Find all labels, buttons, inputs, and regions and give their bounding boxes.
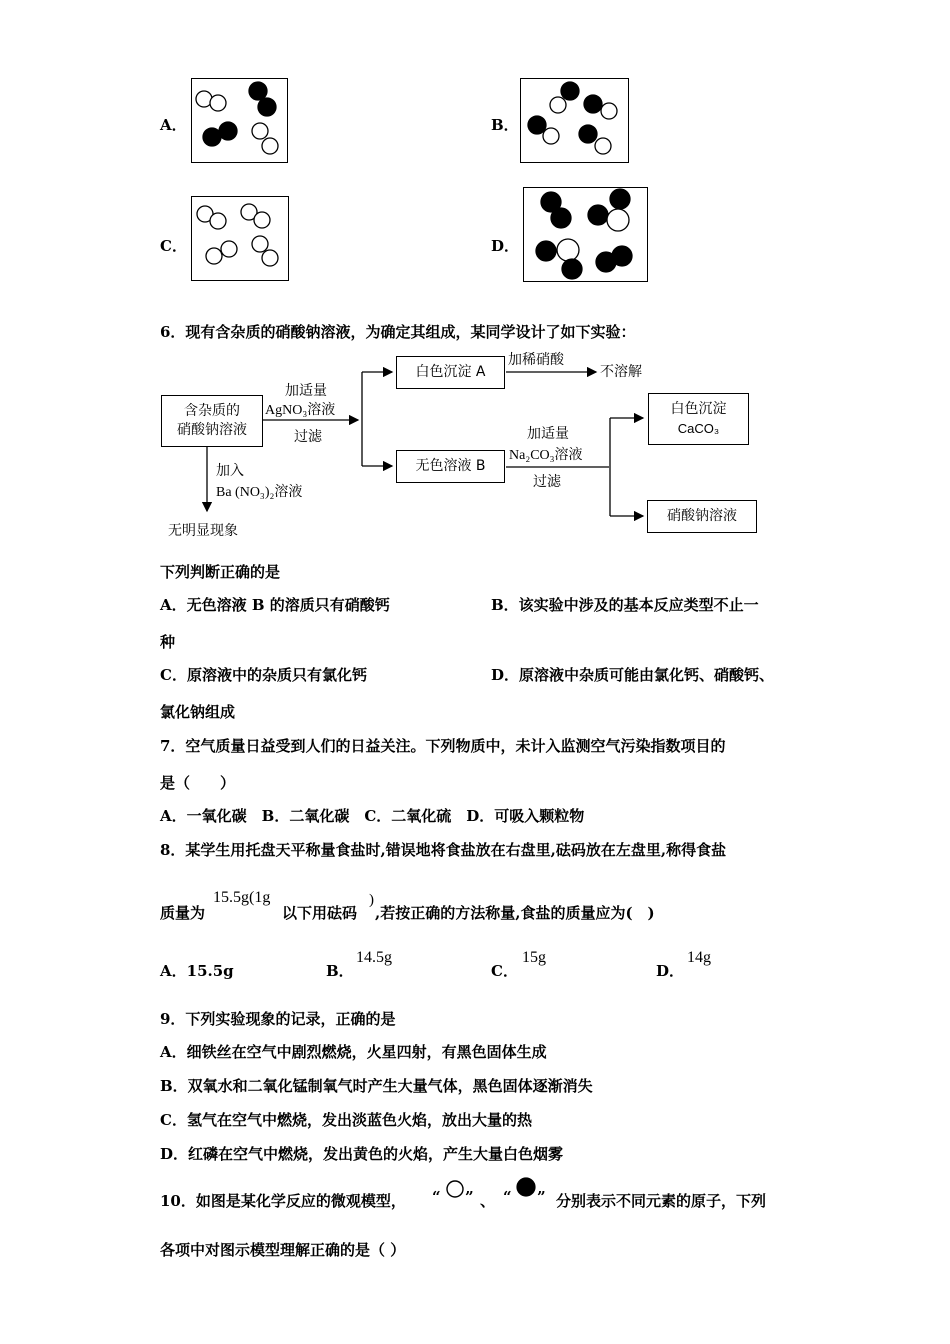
flow-step2-reagent: Na₂CO₃溶液 <box>509 448 583 463</box>
q9-option-b[interactable]: B．双氧水和二氧化锰制氧气时产生大量气体，黑色固体逐渐消失 <box>160 1077 593 1095</box>
q6-option-b[interactable]: B．该实验中涉及的基本反应类型不止一 <box>491 596 759 614</box>
q6-option-b-cont: 种 <box>160 633 176 651</box>
q9-option-a[interactable]: A．细铁丝在空气中剧烈燃烧，火星四射，有黑色固体生成 <box>160 1043 547 1061</box>
flow-box-c-line1: 白色沉淀 <box>670 401 727 417</box>
white-atom-icon <box>447 1181 463 1197</box>
flow-down-label2: Ba (NO₃)₂溶液 <box>216 485 303 500</box>
flow-step1-reagent: AgNO₃溶液 <box>265 403 336 418</box>
q6-option-d-cont: 氯化钠组成 <box>160 703 236 721</box>
q8-option-b-label[interactable]: B． <box>326 962 354 980</box>
option-c-label: C． <box>160 237 187 255</box>
q6-stem: 6．现有含杂质的硝酸钠溶液，为确定其组成，某同学设计了如下实验： <box>160 323 636 341</box>
option-d-label: D． <box>491 237 520 255</box>
q8-line2-mid: 以下用砝码 <box>282 904 358 922</box>
q9-option-c[interactable]: C．氢气在空气中燃烧，发出淡蓝色火焰，放出大量的热 <box>160 1111 532 1129</box>
option-a-label: A． <box>160 116 187 134</box>
flow-box-a: 白色沉淀 A <box>396 356 505 389</box>
q8-option-d-label[interactable]: D． <box>656 962 685 980</box>
q8-option-a[interactable]: A．15.5g <box>160 962 234 980</box>
flow-box-c <box>648 393 749 445</box>
q10-quote-open-2: “ <box>503 1188 512 1206</box>
q10-quote-close-1: ” <box>465 1188 474 1206</box>
q10-quote-close-2: ” <box>537 1188 546 1206</box>
q8-line2-post: ,若按正确的方法称量,食盐的质量应为( ) <box>375 904 655 922</box>
q6-question: 下列判断正确的是 <box>160 563 281 581</box>
flow-box-b: 无色溶液 B <box>396 450 505 483</box>
flow-arrows <box>0 0 950 600</box>
flow-step2-bottom: 过滤 <box>533 474 561 490</box>
flow-box-c-line2: CaCO₃ <box>677 421 720 436</box>
q10-stem-line2: 各项中对图示模型理解正确的是（ ） <box>160 1241 406 1259</box>
flow-start-line2: 硝酸钠溶液 <box>177 422 247 438</box>
q8-paren: ) <box>369 892 374 908</box>
q6-option-d[interactable]: D．原溶液中杂质可能由氯化钙、硝酸钙、 <box>491 666 775 684</box>
flow-down-label1: 加入 <box>216 463 244 479</box>
q8-stem-line1: 8．某学生用托盘天平称量食盐时,错误地将食盐放在右盘里,砝码放在左盘里,称得食盐 <box>160 841 727 859</box>
flow-insoluble: 不溶解 <box>600 364 642 380</box>
flow-step1-bottom: 过滤 <box>294 429 322 445</box>
q8-option-c-label[interactable]: C． <box>491 962 518 980</box>
flow-acid-label: 加稀硝酸 <box>508 352 564 368</box>
flow-box-d: 硝酸钠溶液 <box>647 500 757 533</box>
flow-step1-top: 加适量 <box>285 383 327 399</box>
q10-stem-pre: 10．如图是某化学反应的微观模型， <box>160 1192 406 1210</box>
q6-flow-diagram <box>0 0 950 600</box>
flow-start-box <box>161 395 263 447</box>
q6-option-a[interactable]: A．无色溶液 B 的溶质只有硝酸钙 <box>160 596 390 614</box>
black-atom-icon <box>517 1178 535 1196</box>
q8-option-c-value: 15g <box>522 949 546 966</box>
q8-formula: 15.5g(1g <box>213 889 271 906</box>
q8-option-d-value: 14g <box>687 949 711 966</box>
q7-options[interactable]: A．一氧化碳 B．二氧化碳 C．二氧化硫 D．可吸入颗粒物 <box>160 807 585 825</box>
flow-step2-top: 加适量 <box>527 426 569 442</box>
q10-quote-open-1: “ <box>432 1188 441 1206</box>
q7-stem-line2: 是（ ） <box>160 774 236 792</box>
q9-stem: 9．下列实验现象的记录，正确的是 <box>160 1010 396 1028</box>
q8-option-b-value: 14.5g <box>356 949 392 966</box>
q6-option-c[interactable]: C．原溶液中的杂质只有氯化钙 <box>160 666 367 684</box>
flow-start-line1: 含杂质的 <box>184 403 240 419</box>
q10-separator: 、 <box>480 1192 496 1210</box>
q7-stem-line1: 7．空气质量日益受到人们的日益关注。下列物质中，未计入监测空气污染指数项目的 <box>160 737 726 755</box>
q8-line2-pre: 质量为 <box>160 904 206 922</box>
flow-no-phenomenon: 无明显现象 <box>168 523 238 539</box>
option-b-label: B． <box>491 116 519 134</box>
q10-stem-post: 分别表示不同元素的原子，下列 <box>556 1192 767 1210</box>
q9-option-d[interactable]: D．红磷在空气中燃烧，发出黄色的火焰，产生大量白色烟雾 <box>160 1145 564 1163</box>
